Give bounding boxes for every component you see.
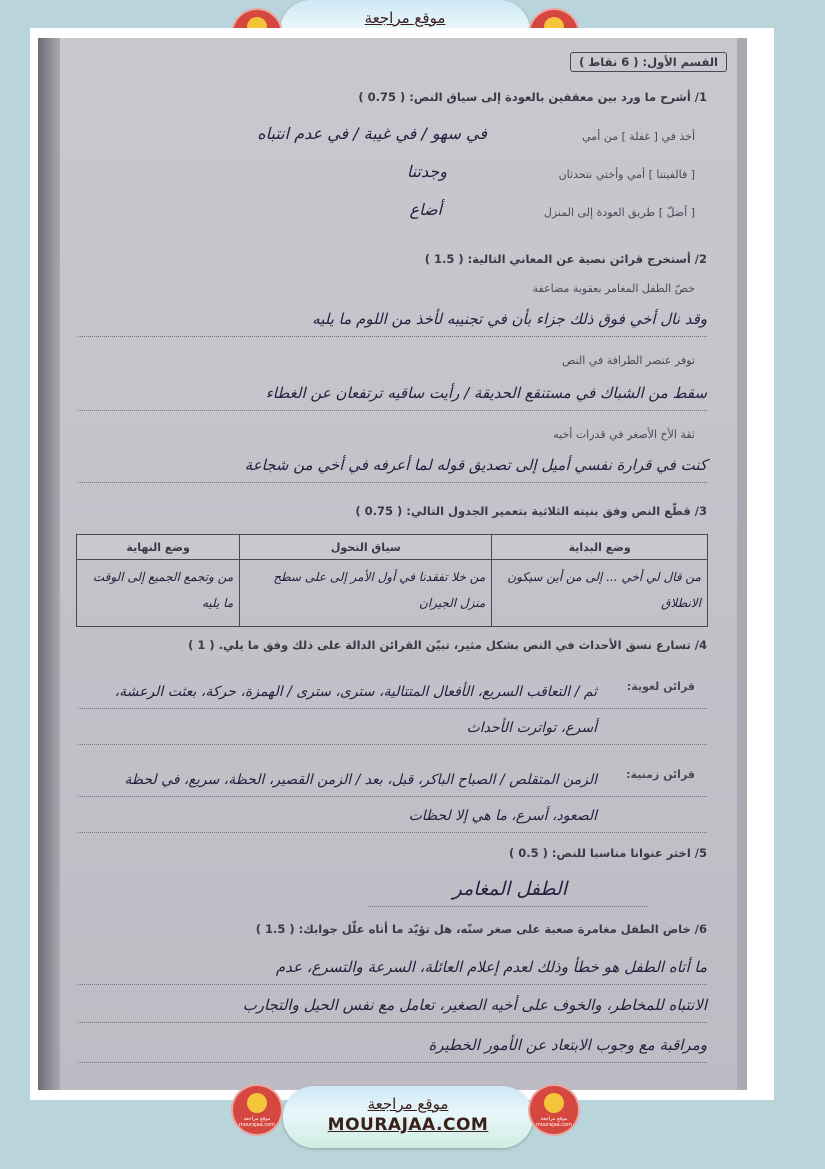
table-header-start: وضع البداية	[492, 535, 708, 560]
answer-line	[78, 482, 707, 483]
q3-prompt: 3/ قطّع النص وفق بنيته الثلاثية بتعمير الجدول التالي: ( 0.75 )	[355, 504, 707, 518]
q6-prompt: 6/ خاض الطفل مغامرة صعبة على صغر سنّه، هل تؤيّد ما أتاه علّل جوابك: ( 1.5 )	[255, 922, 707, 936]
q5-prompt: 5/ اختر عنوانا مناسبا للنص: ( 0.5 )	[509, 846, 707, 860]
q4-item-1-label: قرائن لغوية:	[626, 680, 695, 693]
q4-item-2-label: قرائن زمنية:	[626, 768, 695, 781]
q6-line-1: ما أتاه الطفل هو خطأ وذلك لعدم إعلام العائلة، السرعة والتسرع، عدم	[275, 958, 707, 976]
answer-line	[78, 336, 707, 337]
q4-prompt: 4/ تسارع نسق الأحداث في النص بشكل مثير، تبيّن القرائن الدالة على ذلك وفق ما يلي. ( 1 )	[188, 638, 707, 652]
logo-text: موقع مراجعة mourajaa.com	[238, 1116, 275, 1128]
q6-line-2: الانتباه للمخاطر، والخوف على أخيه الصغير، تعامل مع نفس الحيل والتجارب	[242, 996, 707, 1014]
q2-item-2-answer: سقط من الشباك في مستنقع الحديقة / رأيت ساقيه ترتفعان عن الغطاء	[265, 384, 707, 402]
answer-line	[368, 906, 647, 907]
answer-line	[78, 796, 707, 797]
table-cell-start: من قال لي أخي ... إلى من أين سيكون الانطلاق	[492, 560, 708, 627]
watermark-arabic: موقع مراجعة	[364, 9, 446, 27]
answer-line	[78, 410, 707, 411]
table-header-end: وضع النهاية	[77, 535, 240, 560]
q4-item-2-answer: الزمن المتقلص / الصباح الباكر، قبل، بعد / الزمن القصير، الحظة، سريع، في لحظة الصعود، أسرع، ما هي إلا لحظات	[124, 772, 597, 824]
q6-line-3: ومراقبة مع وجوب الابتعاد عن الأمور الخطيرة	[428, 1036, 707, 1054]
table-cell-end: من وتجمع الجميع إلى الوقت ما يليه	[77, 560, 240, 627]
answer-line	[78, 708, 707, 709]
site-logo-bottom-left	[233, 1086, 281, 1134]
q2-item-3-text: ثقة الأخ الأصغر في قدرات أخيه	[553, 428, 695, 441]
q1-prompt: 1/ أشرح ما ورد بين معقفين بالعودة إلى سياق النص: ( 0.75 )	[358, 90, 707, 104]
q1-item-2-answer: وجدتنا	[406, 162, 447, 181]
q5-answer: الطفل المغامر	[452, 878, 567, 900]
table-header-transition: سياق التحول	[240, 535, 492, 560]
structure-table	[76, 534, 708, 627]
q1-item-2-text: [ فالفيتنا ] أمي وأختي نتحدثان	[558, 168, 695, 181]
site-logo-bottom-right	[530, 1086, 578, 1134]
watermark-latin: MOURAJAA.COM	[327, 1115, 489, 1135]
exam-photo	[38, 38, 747, 1090]
q2-item-1-answer: وقد نال أخي فوق ذلك جزاء بأن في تجنيبه لأخذ من اللوم ما يليه	[312, 310, 707, 328]
section-title: القسم الأول: ( 6 نقاط )	[570, 52, 727, 72]
logo-text: موقع مراجعة mourajaa.com	[535, 1116, 572, 1128]
q1-item-1-answer: في سهو / في غيبة / في عدم انتباه	[257, 124, 487, 143]
q1-item-3-answer: أضاع	[409, 200, 442, 219]
answer-line	[78, 744, 707, 745]
answer-line	[78, 1062, 707, 1063]
watermark-arabic: موقع مراجعة	[367, 1095, 449, 1113]
answer-line	[78, 984, 707, 985]
answer-line	[78, 1022, 707, 1023]
answer-line	[78, 832, 707, 833]
q1-item-3-text: [ أضلّ ] طريق العودة إلى المنزل	[543, 206, 695, 219]
watermark-banner-bottom[interactable]	[283, 1086, 533, 1148]
q2-prompt: 2/ أستخرج قرائن نصية عن المعاني التالية: ( 1.5 )	[424, 252, 707, 266]
q2-item-3-answer: كنت في قرارة نفسي أميل إلى تصديق قوله لما أعرفه في أخي من شجاعة	[244, 456, 707, 474]
q2-item-2-text: توفر عنصر الطرافة في النص	[562, 354, 695, 367]
q1-item-1-text: أخذ في [ غفلة ] من أمي	[582, 130, 695, 143]
q4-item-1-answer: ثم / التعاقب السريع، الأفعال المتتالية، سترى، سترى / الهمزة، حركة، بعثت الرعشة، أسرع، تواترت الأحداث	[114, 684, 597, 736]
table-cell-transition: من خلا تفقدنا في أول الأمر إلى على سطح منزل الجيران	[240, 560, 492, 627]
q2-item-1-text: خصّ الطفل المغامر بعقوبة مضاعفة	[532, 282, 695, 295]
